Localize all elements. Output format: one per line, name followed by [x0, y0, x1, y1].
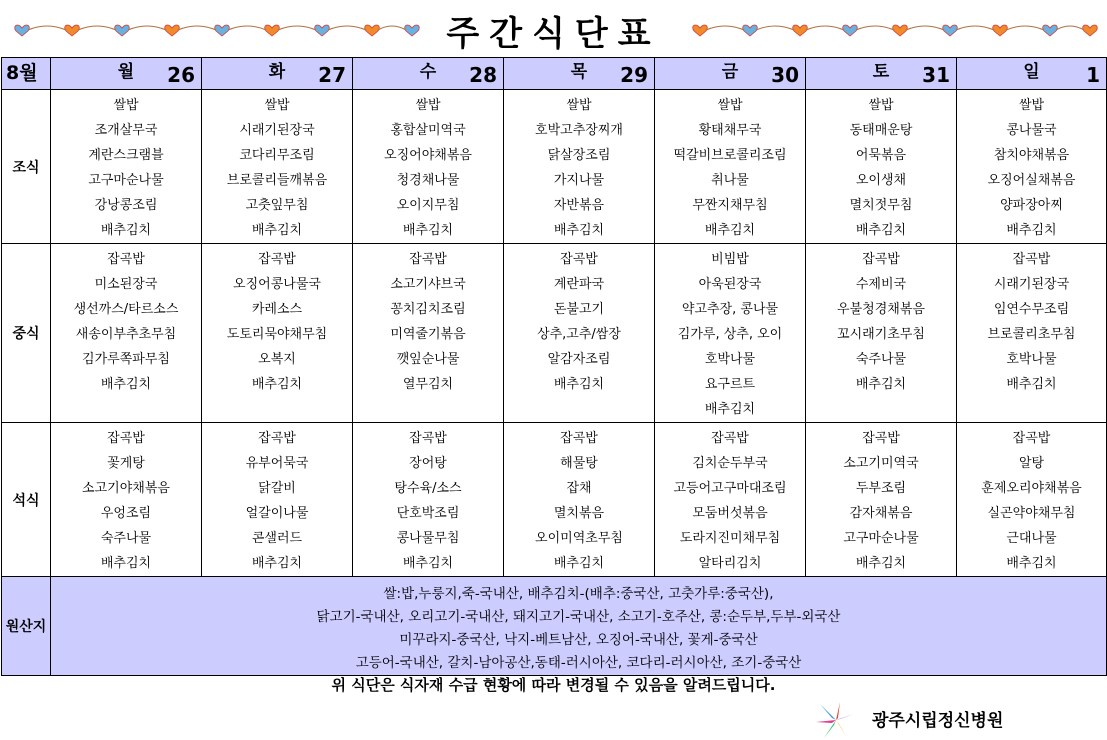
page-title: 주간식단표 — [446, 14, 661, 54]
menu-cell — [957, 244, 1107, 423]
menu-item: 조개살무국 — [94, 123, 158, 138]
menu-item: 시래기된장국 — [239, 123, 315, 138]
menu-item: 소고기미역국 — [843, 456, 919, 471]
menu-item: 호박고추장찌개 — [535, 123, 623, 138]
menu-item: 요구르트 — [704, 377, 756, 392]
day-name: 수 — [419, 62, 437, 82]
menu-item: 배추김치 — [100, 377, 152, 392]
menu-item: 고춧잎무침 — [245, 198, 309, 213]
menu-item: 열무김치 — [402, 377, 454, 392]
menu-item: 잡곡밥 — [409, 431, 447, 446]
menu-item: 알타리김치 — [698, 556, 762, 571]
day-header — [353, 58, 504, 90]
menu-item: 배추김치 — [402, 556, 454, 571]
menu-item: 오이생채 — [855, 173, 907, 188]
menu-item: 강낭콩조림 — [94, 198, 158, 213]
menu-item: 배추김치 — [100, 556, 152, 571]
meal-label: 석식 — [2, 423, 51, 577]
menu-item: 황태채무국 — [698, 123, 762, 138]
menu-item: 배추김치 — [553, 377, 605, 392]
month-cell — [2, 58, 51, 90]
menu-item: 배추김치 — [704, 223, 756, 238]
menu-item: 자반볶음 — [553, 198, 605, 213]
meal-row-breakfast — [2, 90, 1107, 244]
menu-item: 닭살장조림 — [547, 148, 611, 163]
day-header — [51, 58, 202, 90]
menu-item: 쌀밥 — [113, 98, 139, 113]
menu-item: 배추김치 — [855, 556, 907, 571]
menu-cell — [655, 423, 806, 577]
menu-item: 무짠지채무침 — [692, 198, 768, 213]
menu-item: 쌀밥 — [717, 98, 743, 113]
menu-cell — [51, 423, 202, 577]
day-name: 금 — [721, 62, 739, 82]
menu-cell — [504, 90, 655, 244]
menu-item: 단호박조림 — [396, 506, 460, 521]
menu-item: 어묵볶음 — [855, 148, 907, 163]
menu-item: 아욱된장국 — [698, 277, 762, 292]
menu-item: 배추김치 — [251, 223, 303, 238]
menu-item: 감자채볶음 — [849, 506, 913, 521]
menu-item: 쌀밥 — [868, 98, 894, 113]
menu-cell — [202, 90, 353, 244]
menu-item: 고등어고구마대조림 — [673, 481, 787, 496]
origin-label: 원산지 — [2, 577, 51, 676]
menu-item: 오복지 — [258, 352, 296, 367]
menu-item: 시래기된장국 — [993, 277, 1070, 292]
origin-line: 닭고기-국내산, 오리고기-국내산, 돼지고기-국내산, 소고기-호주산, 콩:순두부,두부-외국산 — [316, 609, 841, 625]
menu-item: 카레소스 — [251, 302, 303, 317]
menu-item: 호박나물 — [1006, 352, 1057, 367]
menu-cell — [202, 244, 353, 423]
menu-item: 탕수육/소스 — [394, 481, 462, 496]
menu-item: 쌀밥 — [264, 98, 290, 113]
menu-item: 오징어콩나물국 — [233, 277, 321, 292]
menu-cell — [806, 244, 957, 423]
menu-item: 떡갈비브로콜리조림 — [673, 148, 787, 163]
menu-item: 고구마순나물 — [843, 531, 919, 546]
day-date: 29 — [620, 63, 648, 87]
menu-item: 새송이부추초무침 — [75, 327, 177, 342]
menu-cell — [51, 244, 202, 423]
menu-item: 배추김치 — [553, 223, 605, 238]
day-date: 26 — [167, 63, 195, 87]
menu-item: 배추김치 — [1006, 223, 1057, 238]
menu-cell — [806, 423, 957, 577]
meal-label: 조식 — [2, 90, 51, 244]
menu-cell — [655, 90, 806, 244]
menu-cell — [51, 90, 202, 244]
menu-item: 임연수무조림 — [993, 302, 1070, 317]
menu-cell — [202, 423, 353, 577]
menu-item: 미역줄기볶음 — [390, 327, 466, 342]
menu-item: 김가루, 상추, 오이 — [677, 327, 783, 342]
meal-label: 중식 — [2, 244, 51, 423]
day-name: 화 — [268, 62, 286, 82]
menu-item: 잡곡밥 — [1012, 252, 1051, 267]
menu-item: 꽁치김치조림 — [390, 302, 466, 317]
menu-item: 소고기야채볶음 — [82, 481, 170, 496]
menu-item: 돈불고기 — [553, 302, 605, 317]
day-name: 목 — [570, 62, 588, 82]
day-name: 월 — [117, 62, 135, 82]
menu-item: 잡곡밥 — [107, 252, 145, 267]
menu-item: 쌀밥 — [1018, 98, 1045, 113]
day-date: 30 — [771, 63, 799, 87]
menu-item: 생선까스/타르소스 — [73, 302, 179, 317]
day-header — [655, 58, 806, 90]
meal-row-dinner — [2, 423, 1107, 577]
month-label: 8월 — [6, 62, 38, 84]
menu-item: 배추김치 — [704, 402, 756, 417]
menu-item: 호박나물 — [704, 352, 756, 367]
menu-item: 장어탕 — [409, 456, 447, 471]
menu-item: 잡곡밥 — [560, 252, 598, 267]
menu-item: 유부어묵국 — [245, 456, 309, 471]
day-header — [504, 58, 655, 90]
menu-item: 배추김치 — [855, 377, 907, 392]
menu-item: 실곤약야채무침 — [987, 506, 1076, 521]
menu-item: 배추김치 — [855, 223, 907, 238]
menu-item: 배추김치 — [251, 377, 303, 392]
menu-item: 얼갈이나물 — [245, 506, 309, 521]
menu-item: 잡곡밥 — [862, 252, 900, 267]
menu-item: 쌀밥 — [566, 98, 592, 113]
menu-item: 잡곡밥 — [1012, 431, 1051, 446]
menu-item: 콩나물무침 — [396, 531, 460, 546]
hospital-name: 광주시립정신병원 — [872, 711, 1004, 731]
origin-row — [2, 577, 1107, 676]
menu-cell — [957, 90, 1107, 244]
origin-line: 미꾸라지-중국산, 낙지-베트남산, 오징어-국내산, 꽃게-중국산 — [399, 632, 758, 648]
origin-text — [51, 577, 1107, 676]
menu-item: 콩나물국 — [1006, 123, 1057, 138]
menu-item: 양파장아찌 — [1000, 198, 1063, 213]
title-row — [0, 0, 1107, 57]
hospital-branding — [810, 700, 1100, 740]
menu-cell — [353, 244, 504, 423]
menu-item: 배추김치 — [402, 223, 454, 238]
menu-item: 고구마순나물 — [88, 173, 164, 188]
menu-item: 배추김치 — [100, 223, 152, 238]
origin-line: 고등어-국내산, 갈치-남아공산,동태-러시아산, 코다리-러시아산, 조기-중국산 — [355, 655, 802, 671]
menu-item: 미소된장국 — [94, 277, 158, 292]
weekly-menu-table — [1, 57, 1107, 676]
menu-item: 약고추장, 콩나물 — [681, 302, 779, 317]
heart-garland-right-icon — [690, 18, 1100, 38]
menu-item: 깻잎순나물 — [396, 352, 460, 367]
menu-item: 두부조림 — [855, 481, 907, 496]
menu-item: 브로콜리초무침 — [987, 327, 1076, 342]
day-date: 28 — [469, 63, 497, 87]
menu-item: 잡곡밥 — [107, 431, 145, 446]
menu-item: 잡곡밥 — [258, 431, 296, 446]
menu-item: 모둠버섯볶음 — [692, 506, 768, 521]
menu-item: 도라지진미채무침 — [679, 531, 781, 546]
menu-item: 배추김치 — [1006, 556, 1057, 571]
menu-item: 콘샐러드 — [251, 531, 303, 546]
day-header — [957, 58, 1107, 90]
hospital-logo-icon — [814, 700, 858, 740]
menu-item: 가지나물 — [553, 173, 605, 188]
menu-item: 김치순두부국 — [692, 456, 768, 471]
menu-item: 멸치볶음 — [553, 506, 605, 521]
menu-cell — [504, 423, 655, 577]
menu-item: 꽃게탕 — [107, 456, 145, 471]
menu-item: 비빔밥 — [711, 252, 749, 267]
menu-cell — [806, 90, 957, 244]
menu-item: 오이미역초무침 — [535, 531, 623, 546]
menu-item: 잡곡밥 — [409, 252, 447, 267]
day-header — [806, 58, 957, 90]
menu-item: 잡곡밥 — [711, 431, 749, 446]
menu-item: 오징어야채볶음 — [384, 148, 472, 163]
menu-item: 배추김치 — [251, 556, 303, 571]
menu-item: 취나물 — [711, 173, 749, 188]
menu-item: 오이지무침 — [396, 198, 460, 213]
origin-line: 쌀:밥,누룽지,죽-국내산, 배추김치-(배추:중국산, 고춧가루:중국산), — [383, 586, 774, 602]
notice-text: 위 식단은 식자재 수급 현황에 따라 변경될 수 있음을 알려드립니다. — [331, 676, 776, 694]
menu-item: 수제비국 — [855, 277, 907, 292]
menu-item: 도토리묵야채무침 — [226, 327, 328, 342]
day-date: 31 — [922, 63, 950, 87]
menu-item: 청경채나물 — [396, 173, 460, 188]
menu-cell — [353, 423, 504, 577]
day-date: 1 — [1086, 63, 1100, 87]
menu-item: 훈제오리야채볶음 — [981, 481, 1082, 496]
menu-item: 참치야채볶음 — [993, 148, 1070, 163]
menu-item: 홍합살미역국 — [390, 123, 466, 138]
menu-cell — [655, 244, 806, 423]
menu-item: 상추,고추/쌈장 — [537, 327, 621, 342]
menu-item: 잡채 — [566, 481, 592, 496]
menu-item: 동태매운탕 — [849, 123, 913, 138]
menu-item: 꼬시래기초무침 — [837, 327, 925, 342]
menu-item: 잡곡밥 — [258, 252, 296, 267]
menu-item: 브로콜리들깨볶음 — [226, 173, 328, 188]
day-name: 토 — [872, 62, 890, 82]
menu-item: 계란스크램블 — [88, 148, 164, 163]
menu-item: 코다리무조림 — [239, 148, 315, 163]
menu-item: 우불청경채볶음 — [837, 302, 925, 317]
menu-item: 알탕 — [1018, 456, 1045, 471]
day-date: 27 — [318, 63, 346, 87]
menu-item: 알감자조림 — [547, 352, 611, 367]
menu-item: 근대나물 — [1006, 531, 1057, 546]
menu-item: 해물탕 — [560, 456, 598, 471]
day-header — [202, 58, 353, 90]
day-name: 일 — [1023, 62, 1040, 82]
menu-cell — [504, 244, 655, 423]
menu-cell — [353, 90, 504, 244]
menu-item: 닭갈비 — [258, 481, 296, 496]
menu-item: 배추김치 — [1006, 377, 1057, 392]
menu-item: 잡곡밥 — [560, 431, 598, 446]
menu-item: 쌀밥 — [415, 98, 441, 113]
menu-item: 우엉조림 — [100, 506, 152, 521]
meal-row-lunch — [2, 244, 1107, 423]
menu-item: 멸치젓무침 — [849, 198, 913, 213]
menu-item: 오징어실채볶음 — [987, 173, 1076, 188]
menu-cell — [957, 423, 1107, 577]
menu-item: 김가루쪽파무침 — [82, 352, 170, 367]
menu-item: 계란파국 — [553, 277, 605, 292]
menu-item: 잡곡밥 — [862, 431, 900, 446]
header-row — [2, 58, 1107, 90]
menu-item: 배추김치 — [553, 556, 605, 571]
menu-item: 숙주나물 — [100, 531, 152, 546]
menu-item: 숙주나물 — [855, 352, 907, 367]
menu-item: 소고기샤브국 — [390, 277, 466, 292]
